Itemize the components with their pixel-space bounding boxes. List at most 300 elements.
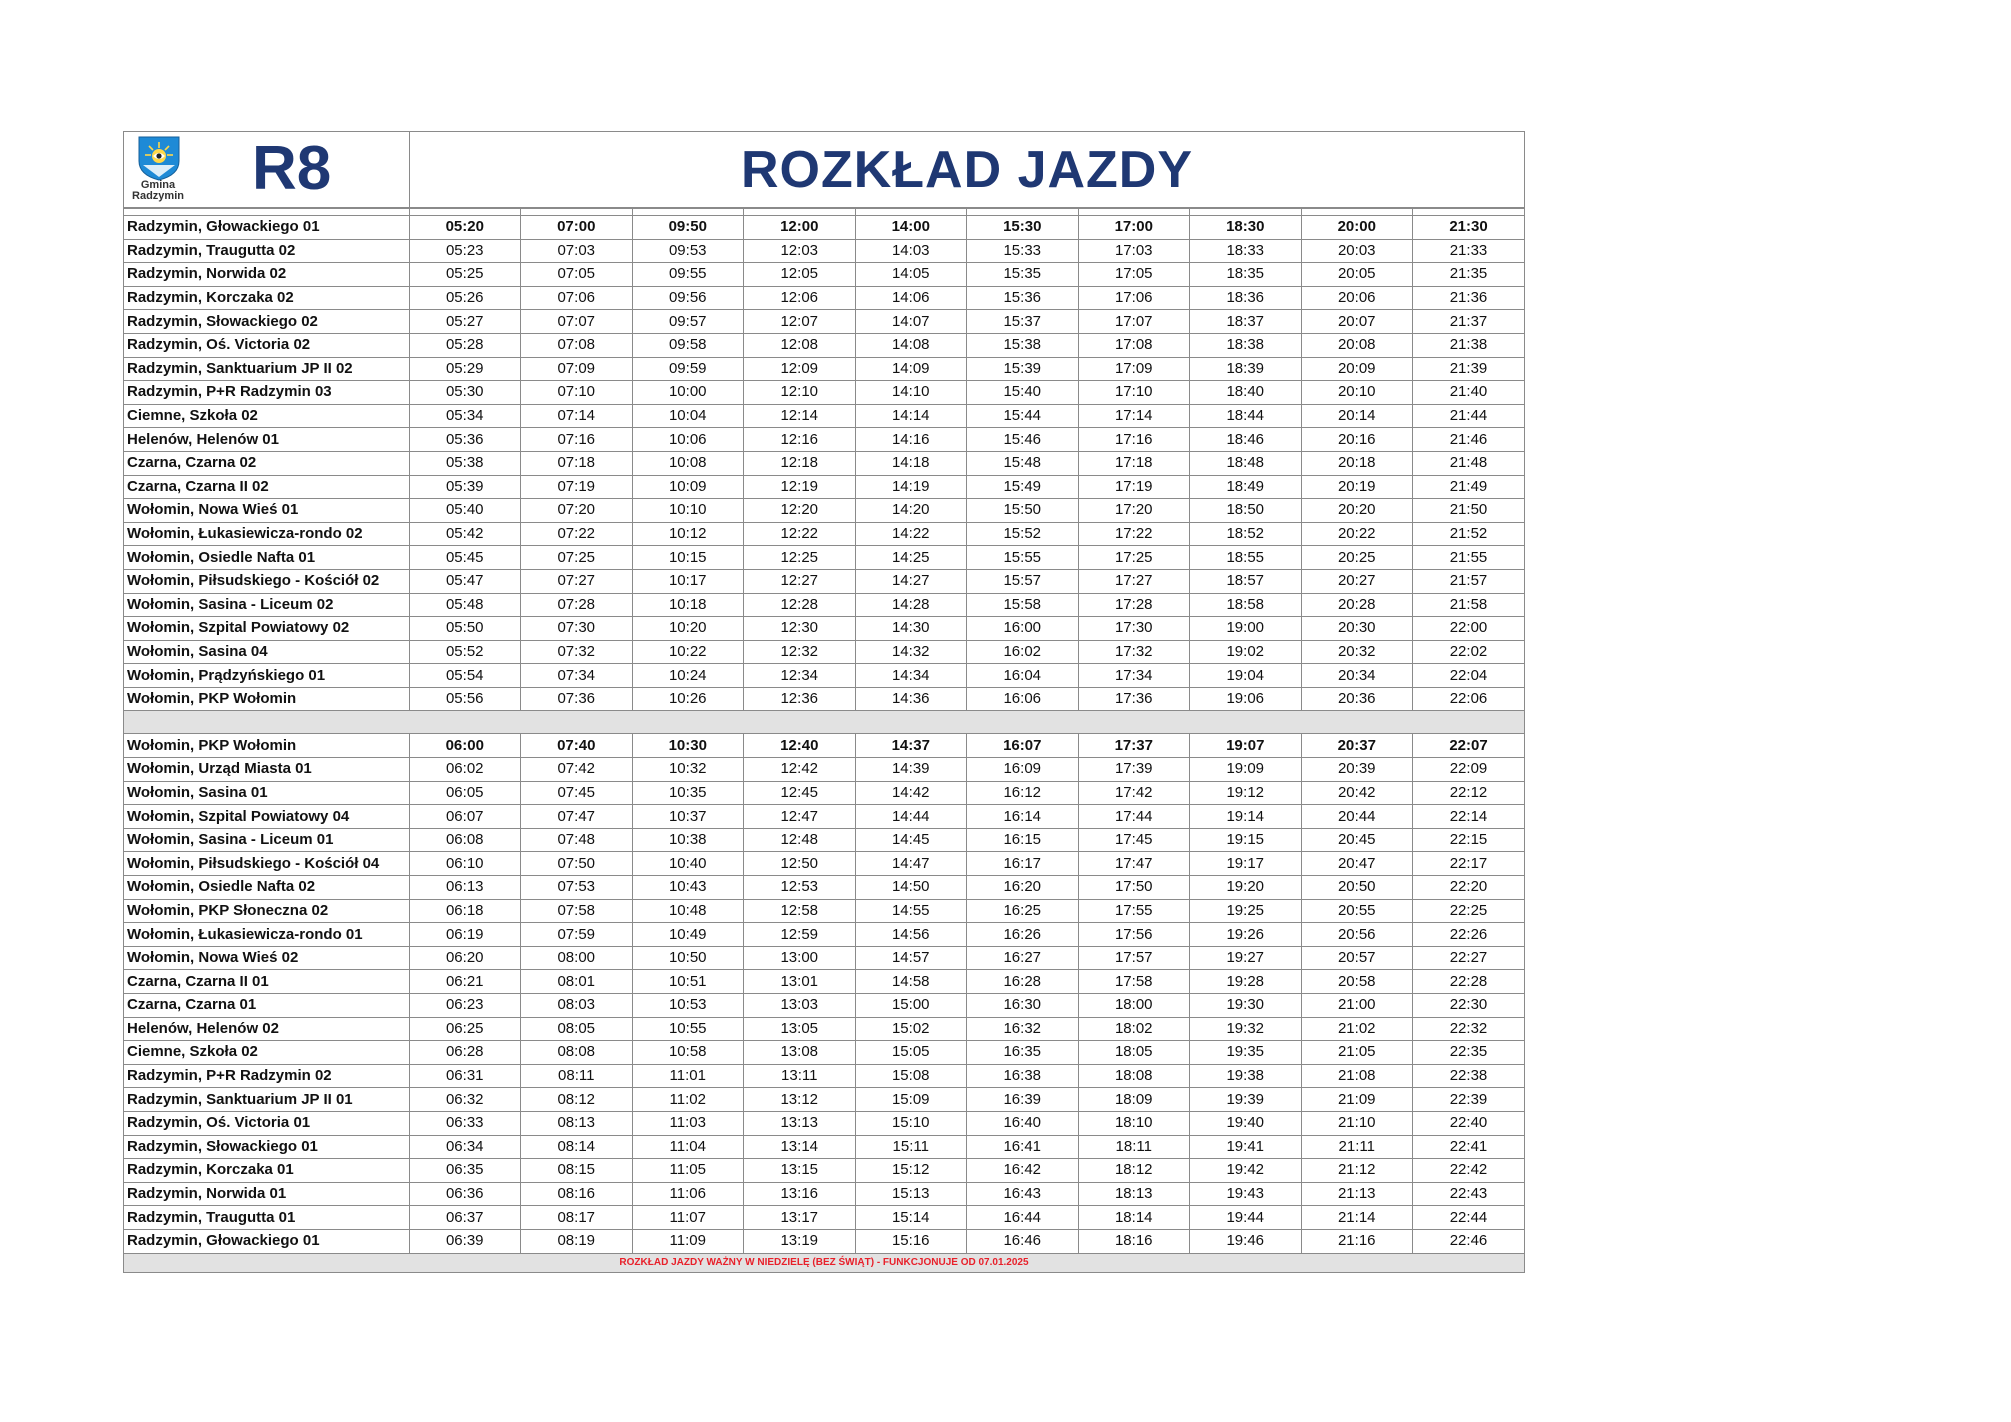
stop-name: Wołomin, Sasina - Liceum 02 [124,593,409,617]
departure-time: 17:07 [1078,310,1190,334]
departure-time: 07:19 [521,475,633,499]
departure-time: 14:20 [855,499,967,523]
departure-time: 17:39 [1078,758,1190,782]
stop-name: Wołomin, Nowa Wieś 02 [124,946,409,970]
departure-time: 16:27 [967,946,1079,970]
departure-time: 12:42 [744,758,856,782]
table-row [124,899,1524,923]
departure-time: 16:06 [967,687,1079,711]
departure-time: 22:41 [1413,1135,1525,1159]
departure-time: 14:57 [855,946,967,970]
departure-time: 13:15 [744,1159,856,1183]
departure-time: 12:05 [744,263,856,287]
departure-time: 22:06 [1413,687,1525,711]
departure-time: 17:10 [1078,381,1190,405]
stop-name: Wołomin, Łukasiewicza-rondo 02 [124,522,409,546]
departure-time: 17:06 [1078,286,1190,310]
stop-name: Radzymin, Głowackiego 01 [124,216,409,240]
table-row [124,828,1524,852]
departure-time: 15:58 [967,593,1079,617]
table-row [124,1064,1524,1088]
departure-time: 21:55 [1413,546,1525,570]
departure-time: 18:37 [1190,310,1302,334]
departure-time: 15:14 [855,1206,967,1230]
departure-time: 13:11 [744,1064,856,1088]
departure-time: 19:09 [1190,758,1302,782]
departure-time: 19:20 [1190,876,1302,900]
departure-time: 08:15 [521,1159,633,1183]
departure-time: 18:33 [1190,239,1302,263]
departure-time: 10:32 [632,758,744,782]
stop-name: Czarna, Czarna II 01 [124,970,409,994]
departure-time: 13:19 [744,1229,856,1253]
line-code: R8 [252,134,332,203]
departure-time: 18:36 [1190,286,1302,310]
departure-time: 12:22 [744,522,856,546]
departure-time: 07:53 [521,876,633,900]
timetable-table [124,208,1524,1272]
departure-time: 19:46 [1190,1229,1302,1253]
departure-time: 13:16 [744,1182,856,1206]
spacer-cell [124,209,409,216]
departure-time: 11:03 [632,1111,744,1135]
departure-time: 18:09 [1078,1088,1190,1112]
departure-time: 06:19 [409,923,521,947]
stop-name: Radzymin, Sanktuarium JP II 01 [124,1088,409,1112]
timetable-header [124,132,1524,208]
departure-time: 21:40 [1413,381,1525,405]
departure-time: 20:16 [1301,428,1413,452]
timetable-body [124,209,1524,1272]
departure-time: 18:30 [1190,216,1302,240]
departure-time: 21:02 [1301,1017,1413,1041]
departure-time: 07:09 [521,357,633,381]
departure-time: 14:07 [855,310,967,334]
header-spacer-row [124,209,1524,216]
departure-time: 20:37 [1301,734,1413,758]
departure-time: 07:00 [521,216,633,240]
departure-time: 10:49 [632,923,744,947]
departure-time: 16:07 [967,734,1079,758]
departure-time: 17:36 [1078,687,1190,711]
departure-time: 13:17 [744,1206,856,1230]
departure-time: 10:22 [632,640,744,664]
separator-cell [124,711,1524,734]
departure-time: 20:19 [1301,475,1413,499]
departure-time: 21:30 [1413,216,1525,240]
departure-time: 07:07 [521,310,633,334]
departure-time: 07:27 [521,569,633,593]
departure-time: 22:43 [1413,1182,1525,1206]
departure-time: 17:28 [1078,593,1190,617]
departure-time: 06:00 [409,734,521,758]
departure-time: 07:30 [521,617,633,641]
departure-time: 07:03 [521,239,633,263]
departure-time: 15:46 [967,428,1079,452]
departure-time: 19:14 [1190,805,1302,829]
departure-time: 22:17 [1413,852,1525,876]
departure-time: 14:00 [855,216,967,240]
table-row [124,734,1524,758]
departure-time: 17:42 [1078,781,1190,805]
departure-time: 17:55 [1078,899,1190,923]
departure-time: 10:15 [632,546,744,570]
departure-time: 08:08 [521,1041,633,1065]
departure-time: 14:50 [855,876,967,900]
departure-time: 18:02 [1078,1017,1190,1041]
spacer-cell [409,209,521,216]
departure-time: 19:35 [1190,1041,1302,1065]
departure-time: 11:09 [632,1229,744,1253]
stop-name: Czarna, Czarna 02 [124,451,409,475]
departure-time: 22:15 [1413,828,1525,852]
departure-time: 20:05 [1301,263,1413,287]
departure-time: 17:45 [1078,828,1190,852]
departure-time: 16:20 [967,876,1079,900]
stop-name: Radzymin, Norwida 01 [124,1182,409,1206]
departure-time: 14:10 [855,381,967,405]
spacer-cell [855,209,967,216]
departure-time: 05:48 [409,593,521,617]
departure-time: 17:19 [1078,475,1190,499]
departure-time: 13:03 [744,994,856,1018]
departure-time: 17:57 [1078,946,1190,970]
departure-time: 05:50 [409,617,521,641]
departure-time: 14:08 [855,333,967,357]
departure-time: 08:13 [521,1111,633,1135]
departure-time: 20:00 [1301,216,1413,240]
departure-time: 05:39 [409,475,521,499]
departure-time: 10:24 [632,664,744,688]
stop-name: Radzymin, Słowackiego 01 [124,1135,409,1159]
departure-time: 17:50 [1078,876,1190,900]
departure-time: 21:39 [1413,357,1525,381]
table-row [124,617,1524,641]
departure-time: 21:44 [1413,404,1525,428]
departure-time: 17:25 [1078,546,1190,570]
departure-time: 10:06 [632,428,744,452]
stop-name: Wołomin, Nowa Wieś 01 [124,499,409,523]
departure-time: 06:02 [409,758,521,782]
departure-time: 14:30 [855,617,967,641]
departure-time: 22:07 [1413,734,1525,758]
departure-time: 16:17 [967,852,1079,876]
departure-time: 19:40 [1190,1111,1302,1135]
departure-time: 12:50 [744,852,856,876]
table-row [124,310,1524,334]
departure-time: 07:36 [521,687,633,711]
departure-time: 18:00 [1078,994,1190,1018]
departure-time: 22:44 [1413,1206,1525,1230]
departure-time: 15:49 [967,475,1079,499]
departure-time: 21:35 [1413,263,1525,287]
footer-row [124,1253,1524,1272]
stop-name: Radzymin, Traugutta 02 [124,239,409,263]
departure-time: 18:14 [1078,1206,1190,1230]
table-row [124,239,1524,263]
departure-time: 10:30 [632,734,744,758]
departure-time: 17:37 [1078,734,1190,758]
departure-time: 15:50 [967,499,1079,523]
departure-time: 17:14 [1078,404,1190,428]
departure-time: 17:56 [1078,923,1190,947]
departure-time: 05:30 [409,381,521,405]
departure-time: 18:52 [1190,522,1302,546]
departure-time: 10:08 [632,451,744,475]
departure-time: 12:20 [744,499,856,523]
departure-time: 07:58 [521,899,633,923]
departure-time: 06:28 [409,1041,521,1065]
departure-time: 19:15 [1190,828,1302,852]
departure-time: 22:30 [1413,994,1525,1018]
departure-time: 14:42 [855,781,967,805]
table-row [124,946,1524,970]
departure-time: 15:05 [855,1041,967,1065]
departure-time: 05:34 [409,404,521,428]
spacer-cell [1190,209,1302,216]
stop-name: Radzymin, Oś. Victoria 02 [124,333,409,357]
stop-name: Radzymin, Sanktuarium JP II 02 [124,357,409,381]
departure-time: 18:35 [1190,263,1302,287]
departure-time: 16:42 [967,1159,1079,1183]
departure-time: 07:50 [521,852,633,876]
departure-time: 19:25 [1190,899,1302,923]
stop-name: Radzymin, Korczaka 02 [124,286,409,310]
departure-time: 20:44 [1301,805,1413,829]
table-row [124,1229,1524,1253]
departure-time: 15:44 [967,404,1079,428]
departure-time: 15:40 [967,381,1079,405]
departure-time: 20:50 [1301,876,1413,900]
stop-name: Radzymin, Głowackiego 01 [124,1229,409,1253]
departure-time: 10:55 [632,1017,744,1041]
validity-note: ROZKŁAD JAZDY WAŻNY W NIEDZIELĘ (BEZ ŚWIĄT) - FUNKCJONUJE OD 07.01.2025 [124,1253,1524,1272]
departure-time: 15:11 [855,1135,967,1159]
departure-time: 16:40 [967,1111,1079,1135]
departure-time: 14:36 [855,687,967,711]
stop-name: Ciemne, Szkoła 02 [124,1041,409,1065]
stop-name: Wołomin, Prądzyńskiego 01 [124,664,409,688]
departure-time: 12:18 [744,451,856,475]
departure-time: 15:00 [855,994,967,1018]
spacer-cell [1078,209,1190,216]
gmina-crest-icon [136,135,182,181]
departure-time: 11:07 [632,1206,744,1230]
spacer-cell [744,209,856,216]
departure-time: 19:06 [1190,687,1302,711]
departure-time: 17:20 [1078,499,1190,523]
stop-name: Wołomin, Urząd Miasta 01 [124,758,409,782]
table-row [124,381,1524,405]
departure-time: 15:52 [967,522,1079,546]
departure-time: 18:12 [1078,1159,1190,1183]
departure-time: 12:08 [744,333,856,357]
departure-time: 18:50 [1190,499,1302,523]
departure-time: 12:27 [744,569,856,593]
departure-time: 06:18 [409,899,521,923]
departure-time: 05:56 [409,687,521,711]
departure-time: 05:52 [409,640,521,664]
stop-name: Wołomin, Piłsudskiego - Kościół 02 [124,569,409,593]
departure-time: 18:48 [1190,451,1302,475]
departure-time: 12:19 [744,475,856,499]
departure-time: 12:03 [744,239,856,263]
departure-time: 19:39 [1190,1088,1302,1112]
departure-time: 12:09 [744,357,856,381]
departure-time: 16:25 [967,899,1079,923]
departure-time: 22:46 [1413,1229,1525,1253]
stop-name: Wołomin, Osiedle Nafta 01 [124,546,409,570]
departure-time: 05:38 [409,451,521,475]
departure-time: 05:23 [409,239,521,263]
departure-time: 20:58 [1301,970,1413,994]
departure-time: 17:22 [1078,522,1190,546]
departure-time: 06:35 [409,1159,521,1183]
departure-time: 10:20 [632,617,744,641]
departure-time: 14:03 [855,239,967,263]
departure-time: 06:33 [409,1111,521,1135]
spacer-cell [967,209,1079,216]
departure-time: 21:36 [1413,286,1525,310]
departure-time: 18:57 [1190,569,1302,593]
departure-time: 07:10 [521,381,633,405]
page-title: ROZKŁAD JAZDY [740,140,1194,199]
departure-time: 18:55 [1190,546,1302,570]
departure-time: 20:20 [1301,499,1413,523]
departure-time: 15:09 [855,1088,967,1112]
table-row [124,781,1524,805]
departure-time: 15:38 [967,333,1079,357]
departure-time: 20:08 [1301,333,1413,357]
departure-time: 12:10 [744,381,856,405]
departure-time: 12:16 [744,428,856,452]
departure-time: 05:26 [409,286,521,310]
departure-time: 21:58 [1413,593,1525,617]
table-row [124,428,1524,452]
departure-time: 08:00 [521,946,633,970]
departure-time: 18:05 [1078,1041,1190,1065]
departure-time: 21:48 [1413,451,1525,475]
departure-time: 14:45 [855,828,967,852]
departure-time: 06:21 [409,970,521,994]
table-row [124,923,1524,947]
departure-time: 12:07 [744,310,856,334]
departure-time: 06:25 [409,1017,521,1041]
departure-time: 16:26 [967,923,1079,947]
departure-time: 21:38 [1413,333,1525,357]
departure-time: 05:27 [409,310,521,334]
departure-time: 15:55 [967,546,1079,570]
departure-time: 06:23 [409,994,521,1018]
departure-time: 22:25 [1413,899,1525,923]
departure-time: 06:07 [409,805,521,829]
departure-time: 18:10 [1078,1111,1190,1135]
departure-time: 19:44 [1190,1206,1302,1230]
departure-time: 06:13 [409,876,521,900]
departure-time: 16:41 [967,1135,1079,1159]
departure-time: 18:39 [1190,357,1302,381]
departure-time: 05:36 [409,428,521,452]
departure-time: 19:43 [1190,1182,1302,1206]
departure-time: 06:39 [409,1229,521,1253]
departure-time: 15:10 [855,1111,967,1135]
departure-time: 12:48 [744,828,856,852]
table-row [124,499,1524,523]
departure-time: 06:31 [409,1064,521,1088]
departure-time: 11:05 [632,1159,744,1183]
departure-time: 07:28 [521,593,633,617]
departure-time: 21:14 [1301,1206,1413,1230]
departure-time: 10:09 [632,475,744,499]
departure-time: 12:25 [744,546,856,570]
table-row [124,216,1524,240]
departure-time: 14:14 [855,404,967,428]
departure-time: 18:40 [1190,381,1302,405]
stop-name: Wołomin, Sasina 01 [124,781,409,805]
departure-time: 20:30 [1301,617,1413,641]
departure-time: 22:39 [1413,1088,1525,1112]
departure-time: 14:34 [855,664,967,688]
departure-time: 09:56 [632,286,744,310]
departure-time: 19:38 [1190,1064,1302,1088]
departure-time: 17:27 [1078,569,1190,593]
departure-time: 05:47 [409,569,521,593]
departure-time: 10:26 [632,687,744,711]
departure-time: 11:06 [632,1182,744,1206]
departure-time: 12:40 [744,734,856,758]
departure-time: 22:28 [1413,970,1525,994]
table-row [124,1017,1524,1041]
departure-time: 14:32 [855,640,967,664]
departure-time: 22:09 [1413,758,1525,782]
departure-time: 14:09 [855,357,967,381]
departure-time: 16:38 [967,1064,1079,1088]
departure-time: 22:04 [1413,664,1525,688]
departure-time: 22:26 [1413,923,1525,947]
table-row [124,994,1524,1018]
departure-time: 15:48 [967,451,1079,475]
departure-time: 07:06 [521,286,633,310]
departure-time: 21:52 [1413,522,1525,546]
departure-time: 12:59 [744,923,856,947]
departure-time: 07:14 [521,404,633,428]
departure-time: 07:45 [521,781,633,805]
departure-time: 20:42 [1301,781,1413,805]
stop-name: Czarna, Czarna 01 [124,994,409,1018]
departure-time: 20:45 [1301,828,1413,852]
departure-time: 13:12 [744,1088,856,1112]
stop-name: Wołomin, Sasina 04 [124,640,409,664]
table-row [124,1182,1524,1206]
departure-time: 05:20 [409,216,521,240]
departure-time: 10:04 [632,404,744,428]
table-row [124,1206,1524,1230]
table-row [124,357,1524,381]
departure-time: 12:00 [744,216,856,240]
departure-time: 20:03 [1301,239,1413,263]
stop-name: Wołomin, Łukasiewicza-rondo 01 [124,923,409,947]
table-row [124,1159,1524,1183]
departure-time: 07:16 [521,428,633,452]
departure-time: 15:35 [967,263,1079,287]
departure-time: 16:35 [967,1041,1079,1065]
departure-time: 10:48 [632,899,744,923]
departure-time: 10:37 [632,805,744,829]
departure-time: 14:05 [855,263,967,287]
departure-time: 21:08 [1301,1064,1413,1088]
departure-time: 12:47 [744,805,856,829]
departure-time: 16:28 [967,970,1079,994]
